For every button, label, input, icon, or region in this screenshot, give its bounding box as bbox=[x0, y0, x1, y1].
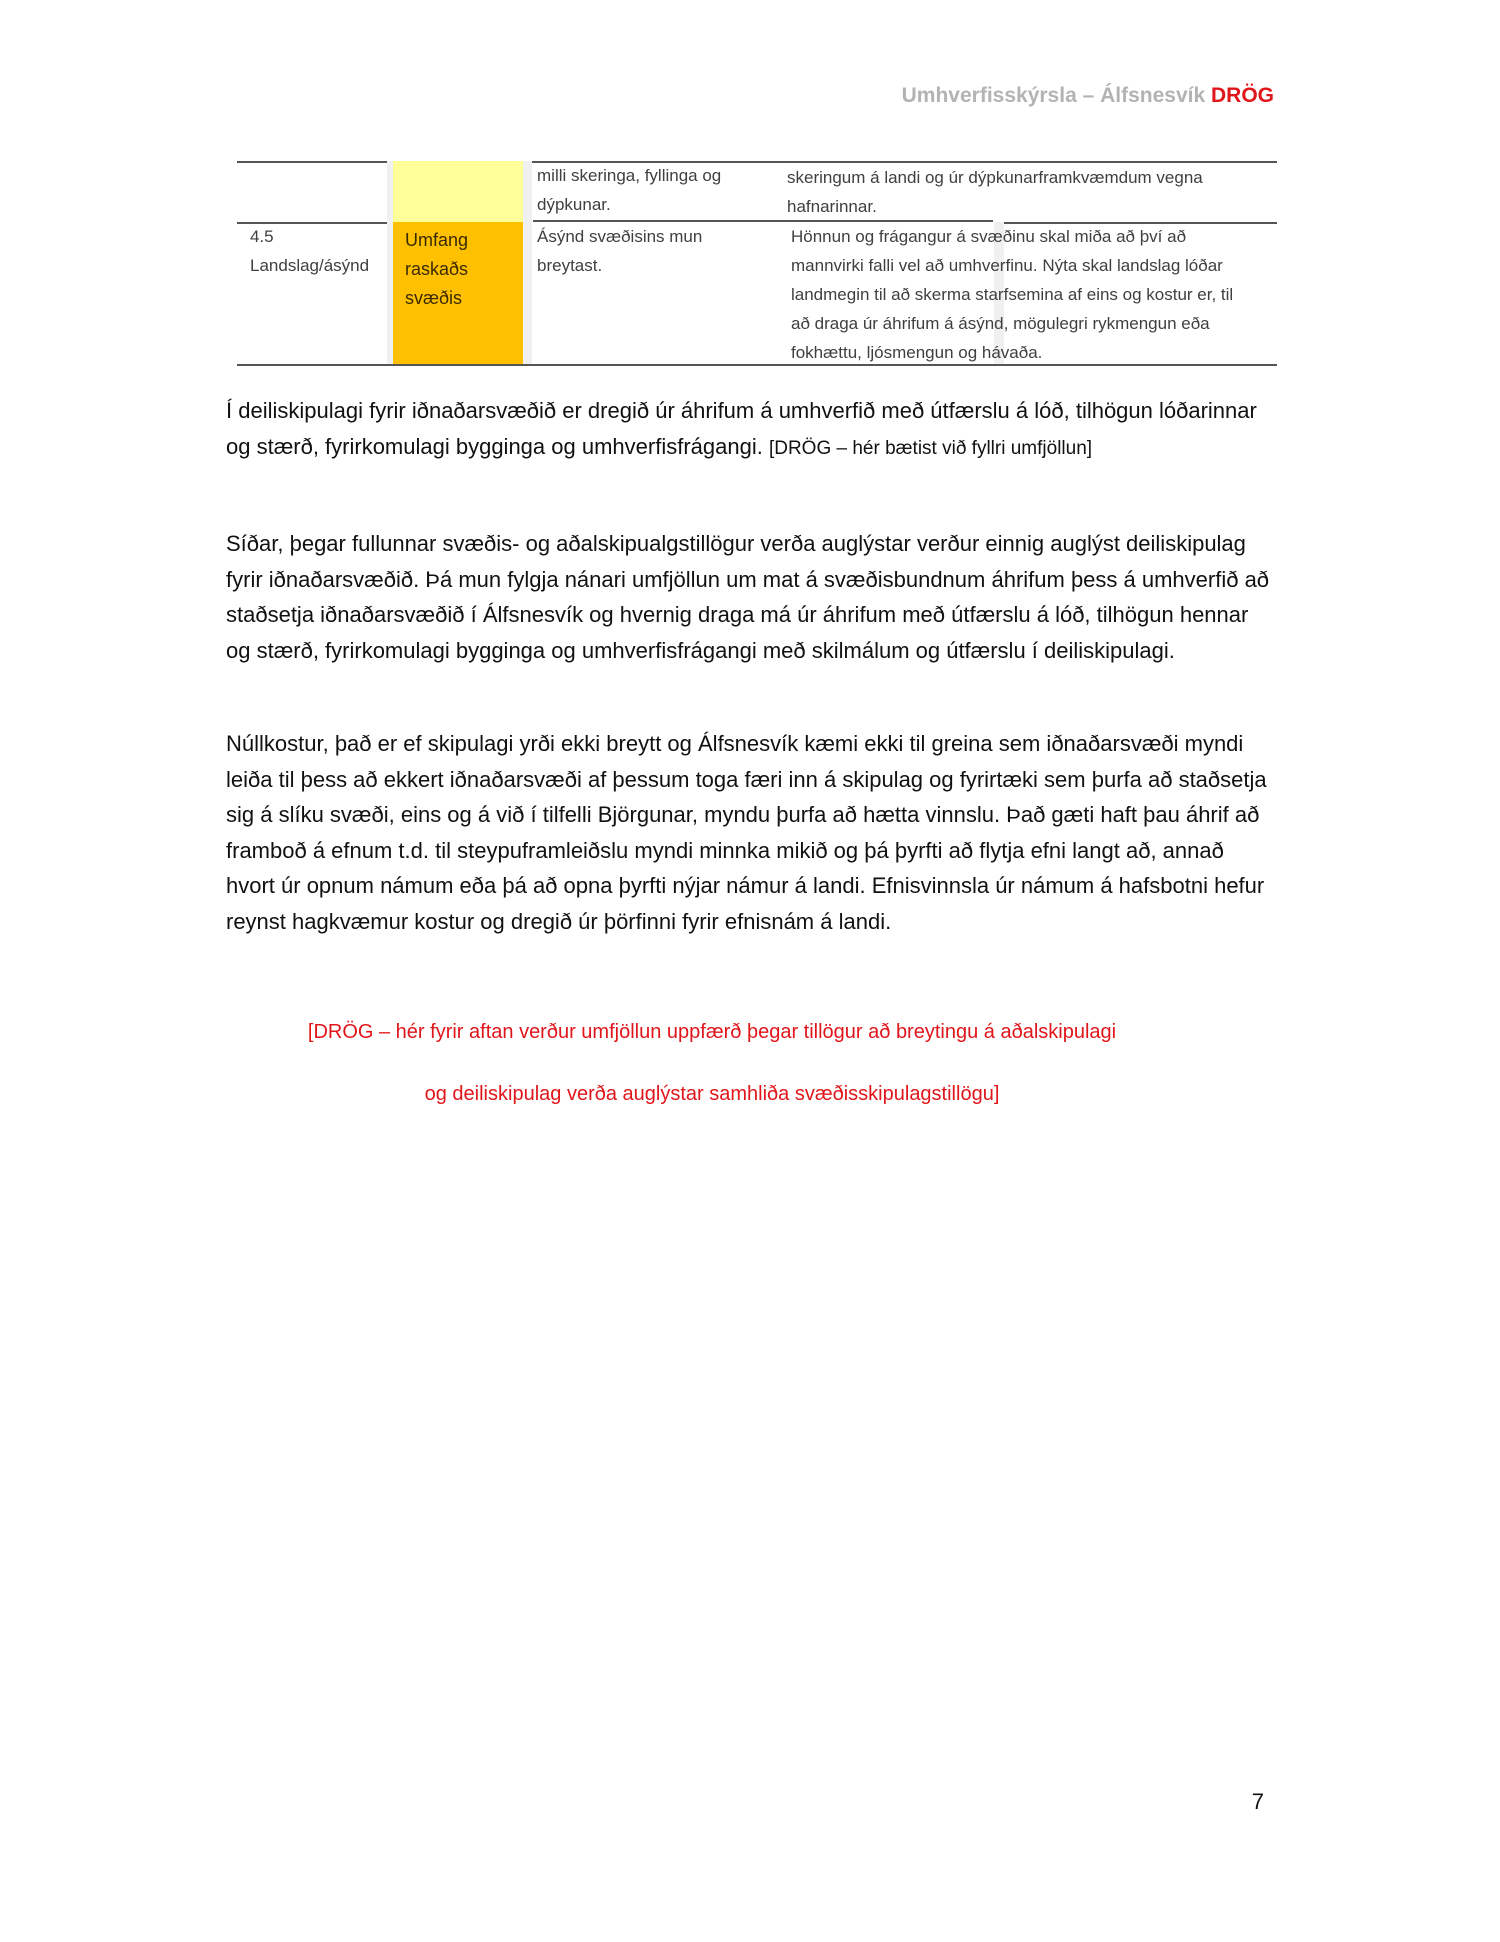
table-row bbox=[237, 161, 1277, 222]
mitigation-line: mannvirki falli vel að umhverfinu. Nýta skal landslag lóðar bbox=[791, 256, 1223, 275]
table-bottom-rule bbox=[237, 364, 1277, 366]
effect-line: Ásýnd svæðisins mun bbox=[537, 227, 703, 246]
mitigation-line: hafnarinnar. bbox=[787, 197, 877, 216]
cell-effect bbox=[524, 222, 772, 364]
cell-rating bbox=[393, 222, 523, 364]
rating-line: raskaðs bbox=[405, 259, 469, 279]
cell-id bbox=[237, 222, 387, 364]
mitigation-line: fokhættu, ljósmengun og hávaða. bbox=[791, 343, 1043, 362]
draft-note-line: og deiliskipulag verða auglýstar samhliða svæðisskipulagstillögu] bbox=[424, 1083, 1000, 1105]
rating-line: svæðis bbox=[405, 288, 463, 308]
cell-id bbox=[237, 161, 387, 222]
id-topic: Landslag/ásýnd bbox=[250, 256, 370, 275]
paragraph-detailed-plan bbox=[226, 393, 1276, 466]
mitigation-line: að draga úr áhrifum á ásýnd, mögulegri rykmengun eða bbox=[791, 314, 1210, 333]
page-number: 7 bbox=[1251, 1789, 1264, 1814]
table-row bbox=[237, 222, 1277, 364]
impact-table bbox=[237, 161, 1277, 364]
header-draft-label: DRÖG bbox=[1211, 84, 1274, 107]
id-number: 4.5 bbox=[250, 227, 274, 246]
rating-line: Umfang bbox=[405, 230, 469, 250]
effect-line: milli skeringa, fyllinga og bbox=[537, 166, 722, 185]
paragraph-null-option: Núllkostur, það er ef skipulagi yrði ekki breytt og Álfsnesvík kæmi ekki til greina sem iðnaðarsvæði myndi leiða til þess að ekkert iðnaðarsvæði af þessum toga færi inn á skipulag og fyrirtæki sem þurfa að staðsetja sig á slíku svæði, eins og á við í tilfelli Björgunar, myndu þurfa að hætta vinnslu. Það gæti haft þau áhrif að framboð á efnum t.d. til steypuframleiðslu myndi minnka mikið og þá þyrfti að flytja efni langt að, annað hvort úr opnum námum eða þá að opna þyrfti nýjar námur á landi. Efnisvinnsla úr námum á hafsbotni hefur reynst hagkvæmur kostur og dregið úr þörfinni fyrir efnisnám á landi. bbox=[226, 731, 1267, 934]
mitigation-line: Hönnun og frágangur á svæðinu skal miða að því að bbox=[791, 227, 1187, 246]
paragraph-later-plans: Síðar, þegar fullunnar svæðis- og aðalskipualgstillögur verða auglýstar verður einnig auglýst deiliskipulag fyrir iðnaðarsvæðið. Þá mun fylgja nánari umfjöllun um mat á svæðisbundnum áhrifum þess á umhverfið að staðsetja iðnaðarsvæðið í Álfsnesvík og hvernig draga má úr áhrifum með útfærslu á lóð, tilhögun hennar og stærð, fyrirkomulagi bygginga og umhverfisfrágangi með skilmálum og útfærslu í deiliskipulagi. bbox=[226, 531, 1270, 663]
page-header bbox=[902, 84, 1274, 108]
draft-inline-note: [DRÖG – hér bætist við fyllri umfjöllun] bbox=[768, 437, 1093, 459]
cell-mitigation bbox=[775, 222, 1277, 364]
header-title: Umhverfisskýrsla – Álfsnesvík bbox=[901, 84, 1206, 107]
cell-mitigation bbox=[775, 161, 1277, 222]
paragraph-text: Í deiliskipulagi fyrir iðnaðarsvæðið er dregið úr áhrifum á umhverfið með útfærslu á lóð, tilhögun lóðarinnar og stærð, fyrirkomulagi bygginga og umhverfisfrágangi. bbox=[226, 398, 1257, 459]
mitigation-line: skeringum á landi og úr dýpkunarframkvæmdum vegna bbox=[787, 168, 1203, 187]
cell-effect bbox=[524, 161, 772, 222]
effect-line: breytast. bbox=[537, 256, 603, 275]
cell-rating bbox=[393, 161, 523, 222]
draft-note-line: [DRÖG – hér fyrir aftan verður umfjöllun uppfærð þegar tillögur að breytingu á aðalskipulagi bbox=[307, 1021, 1117, 1043]
effect-line: dýpkunar. bbox=[537, 195, 611, 214]
mitigation-line: landmegin til að skerma starfsemina af eins og kostur er, til bbox=[791, 285, 1234, 304]
